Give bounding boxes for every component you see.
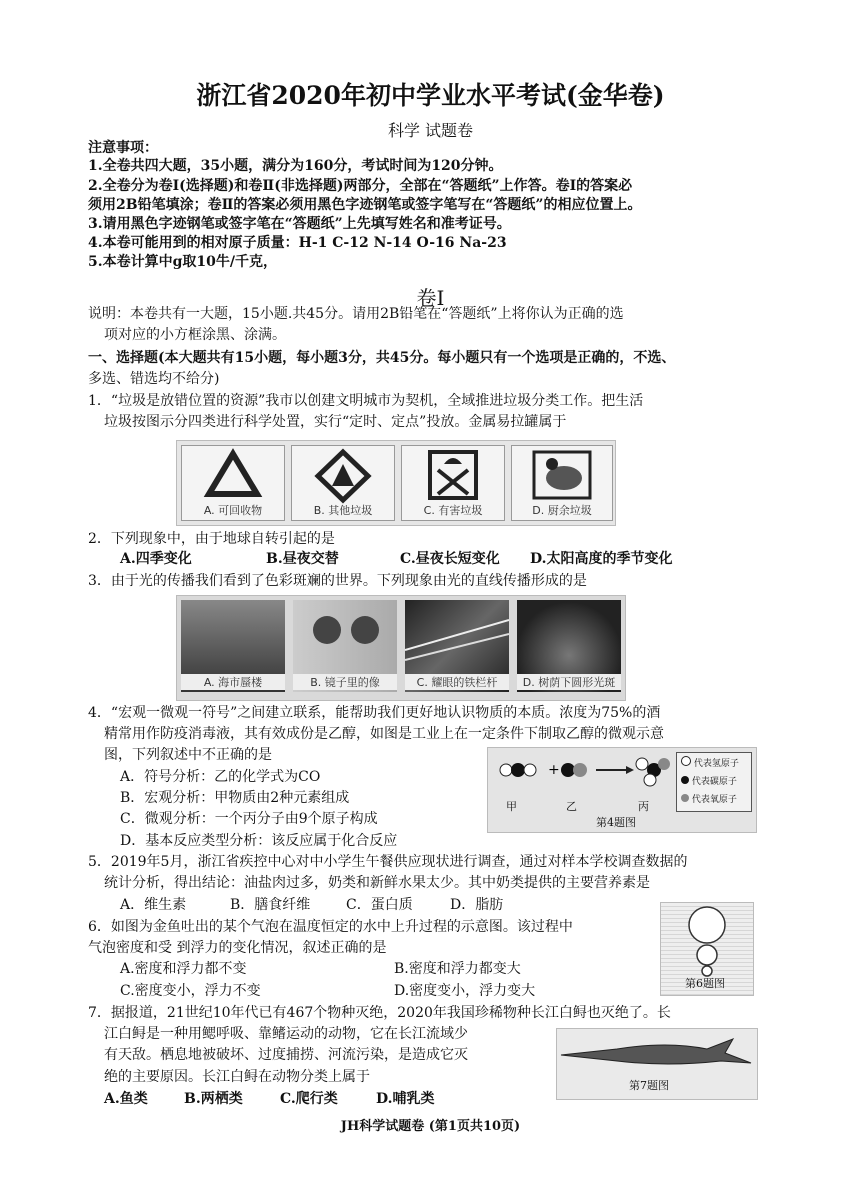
fig-caption: 第6题图: [685, 977, 725, 990]
q3-stem: 3．由于光的传播我们看到了色彩斑斓的世界。下列现象由光的直线传播形成的是: [88, 573, 587, 589]
q4-figure: [487, 747, 757, 833]
q6-stem: 6．如图为金鱼吐出的某个气泡在温度恒定的水中上升过程的示意图。该过程中: [88, 919, 573, 935]
mirage-photo: [181, 600, 285, 692]
q2-option-c: C.昼夜长短变化: [400, 551, 500, 567]
q7-option-b: B.两栖类: [184, 1091, 243, 1107]
q4-option-a: A．符号分析：乙的化学式为CO: [120, 769, 321, 785]
tree-shade-photo: [517, 600, 621, 692]
instruction-line: 项对应的小方框涂黑、涂满。: [104, 327, 286, 343]
q7-stem: 绝的主要原因。长江白鲟在动物分类上属于: [104, 1069, 370, 1085]
photo-caption: B. 镜子里的像: [293, 674, 397, 690]
photo-caption: C. 耀眼的铁栏杆: [405, 674, 509, 690]
panel-caption: B. 其他垃圾: [313, 504, 373, 517]
q6-option-c: C.密度变小，浮力不变: [120, 983, 261, 999]
q6-option-d: D.密度变小，浮力变大: [394, 983, 536, 999]
legend-text: 代表碳原子: [691, 777, 737, 787]
panel-caption: C. 有害垃圾: [423, 504, 483, 517]
q3-figure: [176, 595, 626, 701]
q4-option-b: B．宏观分析：甲物质由2种元素组成: [120, 790, 350, 806]
glare-lines: [405, 600, 509, 672]
part-heading-text: 一、选择题(本大题共有15小题，每小题3分，共45分。每小题只有一个选项是正确的，不选、: [88, 350, 676, 366]
panel-caption: A. 可回收物: [203, 504, 263, 517]
q7-option-c: C.爬行类: [280, 1091, 338, 1107]
q2-option-d: D.太阳高度的季节变化: [530, 551, 673, 567]
other-waste-icon: [292, 446, 394, 504]
q7-stem: 7．据报道，21世纪10年代已有467个物种灭绝，2020年我国珍稀物种长江白鲟也灭绝了。长: [88, 1005, 671, 1021]
sturgeon-drawing: [557, 1029, 757, 1079]
part-heading: [88, 349, 675, 367]
instruction-line: 说明：本卷共有一大题，15小题.共45分。请用2B铅笔在“答题纸”上将你认为正确的选: [88, 306, 624, 322]
q1-figure: [176, 440, 616, 526]
legend-box: [676, 752, 752, 812]
svg-text:+: +: [548, 762, 560, 778]
mirror-photo: [293, 600, 397, 692]
mirror-image: [293, 600, 397, 672]
q7-option-d: D.哺乳类: [376, 1091, 435, 1107]
q6-figure: [660, 902, 754, 996]
fig-caption: 第7题图: [629, 1079, 669, 1092]
bubble-diagram: [661, 903, 753, 979]
fig-label-bing: 丙: [638, 800, 649, 813]
q4-option-c: C．微观分析：一个丙分子由9个原子构成: [120, 811, 378, 827]
notes-heading: 注意事项：: [88, 140, 158, 156]
legend-item: [681, 791, 737, 809]
legend-text: 代表氧原子: [691, 795, 737, 805]
q2-option-a: A.四季变化: [120, 551, 192, 567]
section-title: 卷Ⅰ: [416, 286, 445, 310]
kitchen-waste-icon: [512, 446, 612, 504]
page-subtitle: 科学 试题卷: [387, 121, 474, 140]
page-title: 浙江省2020年初中学业水平考试(金华卷): [196, 81, 665, 110]
q5-stem: 统计分析，得出结论：油盐肉过多，奶类和新鲜水果太少。其中奶类提供的主要营养素是: [104, 875, 650, 891]
q7-figure: [556, 1028, 758, 1100]
part-heading-cont: 多选、错选均不给分): [88, 371, 220, 387]
q5-option-b: B．膳食纤维: [230, 897, 311, 913]
fig-caption: 第4题图: [596, 816, 636, 829]
q7-stem: 有天敌。栖息地被破坏、过度捕捞、河流污染，是造成它灭: [104, 1047, 468, 1063]
q5-stem: 5．2019年5月，浙江省疾控中心对中小学生午餐供应现状进行调查，通过对样本学校调查数据的: [88, 854, 688, 870]
note-line: 5.本卷计算中g取10牛/千克，: [88, 254, 277, 270]
q4-stem: 精常用作防疫消毒液，其有效成份是乙醇，如图是工业上在一定条件下制取乙醇的微观示意: [104, 726, 664, 742]
note-line: 须用2B铅笔填涂；卷Ⅱ的答案必须用黑色字迹钢笔或签字笔写在“答题纸”的相应位置上。: [88, 197, 642, 213]
q2-option-b: B.昼夜交替: [266, 551, 339, 567]
recycle-bin-panel: [181, 445, 285, 521]
fig-label-jia: 甲: [506, 800, 517, 813]
q5-option-d: D．脂肪: [450, 897, 504, 913]
note-line: 1.全卷共四大题，35小题，满分为160分，考试时间为120分钟。: [88, 158, 503, 174]
note-line: 2.全卷分为卷Ⅰ(选择题)和卷Ⅱ(非选择题)两部分，全部在“答题纸”上作答。卷Ⅰ的答案必: [88, 178, 633, 194]
q5-option-c: C．蛋白质: [346, 897, 413, 913]
q7-stem: 江白鲟是一种用鳃呼吸、靠鳍运动的动物，它在长江流域少: [104, 1026, 468, 1042]
q4-stem: 4．“宏观一微观一符号”之间建立联系，能帮助我们更好地认识物质的本质。浓度为75%的酒: [88, 705, 661, 721]
photo-caption: D. 树荫下圆形光斑: [517, 674, 621, 690]
note-line: 3.请用黑色字迹钢笔或签字笔在“答题纸”上先填写姓名和准考证号。: [88, 216, 511, 232]
q2-stem: 2．下列现象中，由于地球自转引起的是: [88, 531, 335, 547]
fig-label-yi: 乙: [566, 800, 577, 813]
q6-option-a: A.密度和浮力都不变: [120, 961, 247, 977]
railing-photo: [405, 600, 509, 692]
panel-caption: D. 厨余垃圾: [532, 504, 592, 517]
recycle-icon: [182, 446, 284, 504]
legend-item: [681, 755, 739, 773]
page-footer: JH科学试题卷 (第1页共10页): [340, 1119, 521, 1134]
other-waste-panel: [291, 445, 395, 521]
q1-stem: 1．“垃圾是放错位置的资源”我市以创建文明城市为契机，全域推进垃圾分类工作。把生活: [88, 393, 644, 409]
q7-option-a: A.鱼类: [104, 1091, 148, 1107]
q6-stem: 气泡密度和受 到浮力的变化情况，叙述正确的是: [88, 940, 387, 956]
note-line: 4.本卷可能用到的相对原子质量：H-1 C-12 N-14 O-16 Na-23: [88, 235, 507, 251]
q4-option-d: D．基本反应类型分析：该反应属于化合反应: [120, 833, 398, 849]
legend-text: 代表氢原子: [693, 759, 739, 769]
hazardous-waste-panel: [401, 445, 505, 521]
hazardous-icon: [402, 446, 504, 504]
q6-option-b: B.密度和浮力都变大: [394, 961, 521, 977]
legend-item: [681, 773, 737, 791]
photo-caption: A. 海市蜃楼: [181, 674, 285, 690]
q1-stem: 垃圾按图示分四类进行科学处置，实行“定时、定点”投放。金属易拉罐属于: [104, 414, 567, 430]
kitchen-waste-panel: [511, 445, 613, 521]
q5-option-a: A．维生素: [120, 897, 187, 913]
q4-stem: 图，下列叙述中不正确的是: [104, 747, 272, 763]
